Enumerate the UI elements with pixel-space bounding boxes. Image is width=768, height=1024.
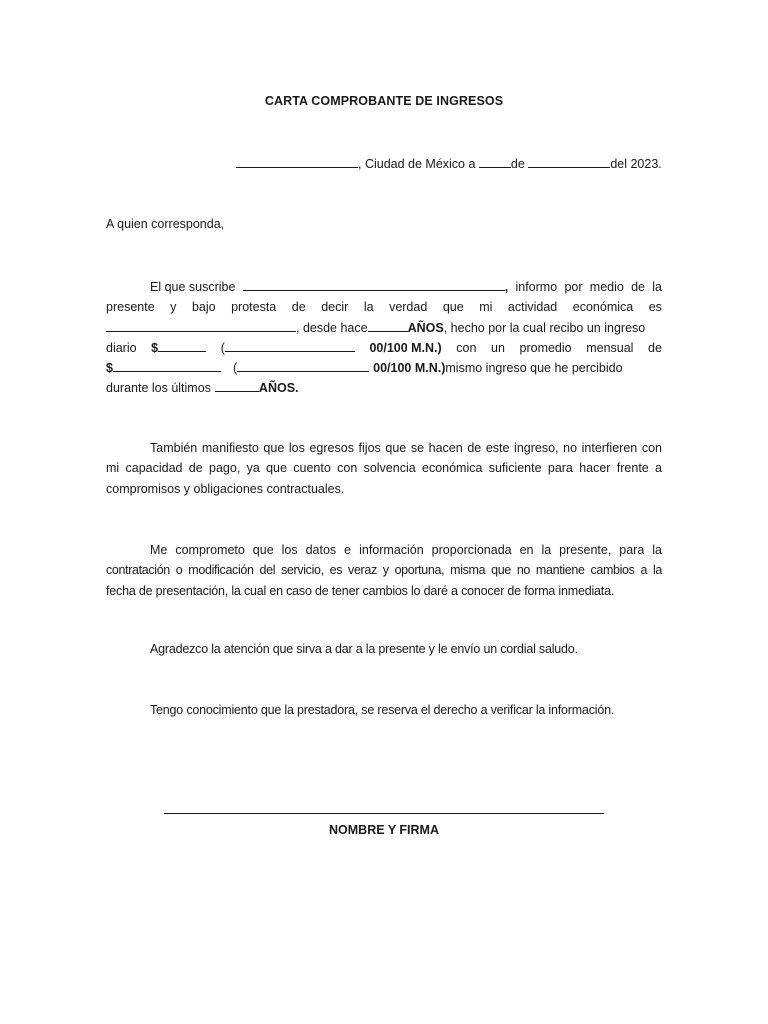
date-year: del 2023. xyxy=(610,157,662,171)
signature-label: NOMBRE Y FIRMA xyxy=(329,823,439,837)
p2-line-1: También manifiesto que los egresos fijos que se hacen de este ingreso, no interfieren con xyxy=(150,441,662,455)
monthly-amount-blank xyxy=(113,360,221,372)
p3-line-3: fecha de presentación, la cual en caso de tener cambios lo daré a conocer de forma inmediata. xyxy=(106,583,615,598)
paragraph-commitment xyxy=(106,540,662,601)
date-line xyxy=(236,156,662,171)
date-comma: , xyxy=(358,157,362,171)
years-blank xyxy=(368,320,408,332)
daily-amount-words-blank xyxy=(225,340,355,352)
p3-line-1: Me comprometo que los datos e información proporcionada en la presente, para la xyxy=(150,543,662,557)
greeting: A quien corresponda, xyxy=(106,217,225,231)
p1-line-1: El que suscribe , informo por medio de la xyxy=(150,280,662,294)
month-blank xyxy=(528,156,610,168)
day-blank xyxy=(479,156,511,168)
name-blank xyxy=(243,279,505,291)
daily-amount-blank xyxy=(158,340,206,352)
p1-line-3: , desde hace AÑOS, hecho por la cual recibo un ingreso xyxy=(106,318,662,338)
paragraph-expenses xyxy=(106,438,662,499)
p1-line-4: diario $ ( 00/100 M.N.) con un promedio mensual de xyxy=(106,340,662,355)
date-de: de xyxy=(510,157,529,171)
p2-line-3: compromisos y obligaciones contractuales. xyxy=(106,481,345,496)
date-city: Ciudad de México a xyxy=(361,157,479,171)
paragraph-thanks: Agradezco la atención que sirva a dar a la presente y le envío un cordial saludo. xyxy=(150,642,578,656)
document-title: CARTA COMPROBANTE DE INGRESOS xyxy=(264,94,504,108)
p1-line-5: $ ( 00/100 M.N.) mismo ingreso que he percibido xyxy=(106,361,623,376)
p1-line-6: durante los últimos AÑOS. xyxy=(106,381,299,396)
activity-blank xyxy=(106,320,296,332)
p1-line-2: presente y bajo protesta de decir la verdad que mi actividad económica es xyxy=(106,300,662,315)
signature-line xyxy=(164,813,604,814)
p2-line-2: mi capacidad de pago, ya que cuento con solvencia económica suficiente para hacer frente a xyxy=(106,461,662,476)
p3-line-2: contratación o modificación del servicio, es veraz y oportuna, misma que no mantiene cambios a la xyxy=(106,563,662,578)
monthly-amount-words-blank xyxy=(237,360,369,372)
years-earned-blank xyxy=(215,380,259,392)
paragraph-income-declaration xyxy=(106,277,662,399)
paragraph-verification: Tengo conocimiento que la prestadora, se reserva el derecho a verificar la información. xyxy=(150,703,615,717)
place-blank xyxy=(236,156,358,168)
